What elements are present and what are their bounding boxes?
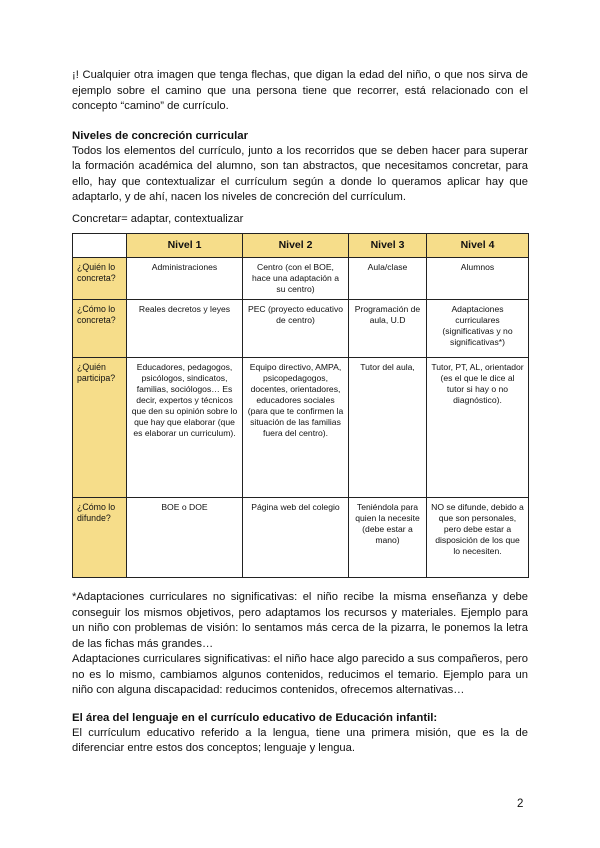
table-cell: Tutor del aula,: [349, 358, 427, 498]
table-cell: Tutor, PT, AL, orientador (es el que le dice al tutor si hay o no diagnóstico).: [427, 358, 529, 498]
intro-paragraph: ¡! Cualquier otra imagen que tenga flechas, que digan la edad del niño, o que nos sirva de ejemplo sobre el camino que una persona tiene que recorrer, está relacionado con el concepto “camino” de currículo.: [72, 69, 528, 112]
table-cell: Educadores, pedagogos, psicólogos, sindicatos, familias, sociólogos… Es decir, expertos y técnicos que den su opinión sobre lo que hay que elaborar (que es elaborar un curriculum).: [127, 358, 243, 498]
table-corner-cell: [73, 234, 127, 258]
note-significativas: Adaptaciones curriculares significativas: el niño hace algo parecido a sus compañeros, pero no es lo mismo, cambiamos algunos contenidos, reducimos el temario. Ejemplo para un niño con alguna discapacidad: reducimos contenidos, ofrecemos alternativas…: [72, 653, 528, 696]
section-heading-niveles: Niveles de concreción curricular: [72, 129, 248, 142]
section-paragraph-niveles: Todos los elementos del currículo, junto a los recorridos que se deben hacer para superar la formación académica del alumno, son tan abstractos, que necesitamos concretar, para ello, hay que contextualizar el currículum según a donde lo queramos aplicar hay que adaptarlo, y de ahí, nacen los niveles de concreción del currículum.: [72, 144, 528, 203]
row-label: ¿Cómo lo concreta?: [73, 300, 127, 358]
note-no-significativas: *Adaptaciones curriculares no significativas: el niño recibe la misma enseñanza y debe conseguir los mismos objetivos, pero adaptamos los recursos y materiales. Ejemplo para un niño con problemas de visión: lo sentamos más cerca de la pizarra, le ponemos la letra de las fichas más grandes…: [72, 591, 528, 650]
page-number: 2: [517, 798, 524, 810]
table-cell: Aula/clase: [349, 258, 427, 300]
table-row: [73, 300, 529, 358]
section-paragraph-lenguaje: El currículum educativo referido a la lengua, tiene una primera misión, que es la de diferenciar entre estos dos conceptos; lenguaje y lengua.: [72, 726, 528, 754]
table-cell: Adaptaciones curriculares (significativas y no significativas*): [427, 300, 529, 358]
table-row: [73, 358, 529, 498]
concretar-line: Concretar= adaptar, contextualizar: [72, 212, 244, 225]
table-cell: Programación de aula, U.D: [349, 300, 427, 358]
table-header: Nivel 2: [243, 234, 349, 258]
table-header-row: [73, 234, 529, 258]
table-cell: Teniéndola para quien la necesite (debe estar a mano): [349, 498, 427, 578]
row-label: ¿Quién participa?: [73, 358, 127, 498]
row-label: ¿Cómo lo difunde?: [73, 498, 127, 578]
document-page: [72, 68, 528, 757]
niveles-table: [72, 233, 529, 578]
table-cell: Reales decretos y leyes: [127, 300, 243, 358]
section-heading-lenguaje: El área del lenguaje en el currículo educativo de Educación infantil:: [72, 711, 438, 724]
table-cell: Administraciones: [127, 258, 243, 300]
table-header: Nivel 4: [427, 234, 529, 258]
row-label: ¿Quién lo concreta?: [73, 258, 127, 300]
table-cell: NO se difunde, debido a que son personales, pero debe estar a disposición de los que lo necesiten.: [427, 498, 529, 578]
table-row: [73, 498, 529, 578]
table-cell: Centro (con el BOE, hace una adaptación a su centro): [243, 258, 349, 300]
table-cell: Alumnos: [427, 258, 529, 300]
table-header: Nivel 3: [349, 234, 427, 258]
table-row: [73, 258, 529, 300]
table-cell: BOE o DOE: [127, 498, 243, 578]
table-cell: Equipo directivo, AMPA, psicopedagogos, docentes, orientadores, educadores sociales (para que te confirmen la situación de las familias fuera del centro).: [243, 358, 349, 498]
table-cell: Página web del colegio: [243, 498, 349, 578]
table-header: Nivel 1: [127, 234, 243, 258]
table-cell: PEC (proyecto educativo de centro): [243, 300, 349, 358]
